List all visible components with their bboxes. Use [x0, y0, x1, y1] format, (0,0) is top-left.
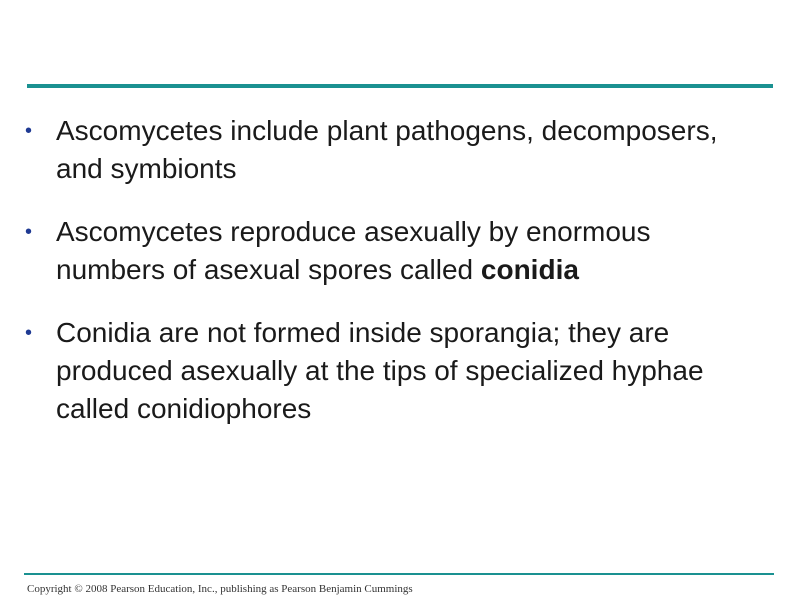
bullet-text: Ascomycetes reproduce asexually by enormous numbers of asexual spores called — [56, 216, 651, 285]
bullet-item — [20, 314, 760, 428]
bullet-text: Ascomycetes include plant pathogens, decomposers, and symbionts — [56, 115, 718, 184]
bullet-text: Conidia are not formed inside sporangia; they are produced asexually at the tips of specialized hyphae called conidiophores — [56, 317, 704, 424]
bold-term: conidia — [480, 254, 579, 285]
copyright-notice: Copyright © 2008 Pearson Education, Inc., publishing as Pearson Benjamin Cummings — [27, 583, 413, 595]
bullet-list — [20, 112, 760, 453]
bullet-icon: • — [25, 221, 33, 243]
footer-divider — [24, 573, 774, 575]
bullet-icon: • — [25, 322, 33, 344]
bullet-item — [20, 112, 760, 188]
bullet-item — [20, 213, 760, 289]
header-divider — [27, 84, 773, 88]
bullet-icon: • — [25, 120, 33, 142]
